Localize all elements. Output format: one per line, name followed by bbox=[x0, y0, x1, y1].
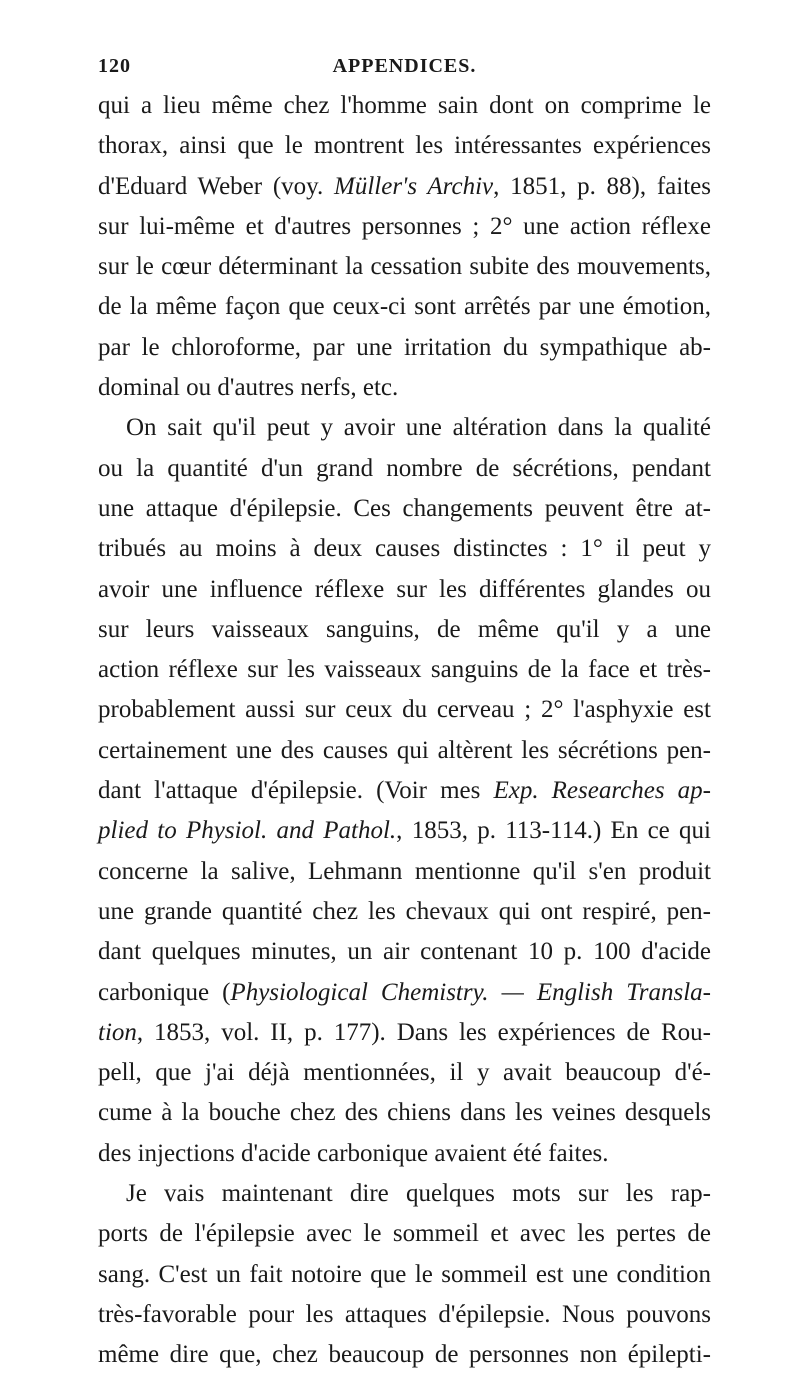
text-line: de la même façon que ceux-ci sont arrêtés par une émotion, bbox=[98, 293, 711, 321]
text-line: même dire que, chez beaucoup de personnes non épilepti- bbox=[98, 1341, 711, 1369]
text-line: tion, 1853, vol. II, p. 177). Dans les expériences de Rou- bbox=[98, 1018, 711, 1046]
text-line: par le chloroforme, par une irritation du sympathique ab- bbox=[98, 333, 711, 361]
text-line: thorax, ainsi que le montrent les intéressantes expériences bbox=[98, 132, 711, 160]
text-line: qui a lieu même chez l'homme sain dont on comprime le bbox=[98, 92, 711, 119]
text-line: ou la quantité d'un grand nombre de sécrétions, pendant bbox=[98, 454, 711, 482]
text-line: cume à la bouche chez des chiens dans les veines desquels bbox=[98, 1099, 711, 1127]
text-line: une grande quantité chez les chevaux qui ont respiré, pen- bbox=[98, 897, 711, 925]
text-line: concerne la salive, Lehmann mentionne qu'il s'en produit bbox=[98, 857, 711, 885]
text-line: sur leurs vaisseaux sanguins, de même qu'il y a une bbox=[98, 615, 711, 643]
text-line: une attaque d'épilepsie. Ces changements peuvent être at- bbox=[98, 494, 711, 522]
text-line: action réflexe sur les vaisseaux sanguins de la face et très- bbox=[98, 656, 711, 684]
text-line: des injections d'acide carbonique avaient été faites. bbox=[98, 1139, 609, 1167]
text-line: sur lui-même et d'autres personnes ; 2° une action réflexe bbox=[98, 212, 711, 240]
text-line: carbonique (Physiological Chemistry. — English Transla- bbox=[98, 978, 712, 1006]
page-number: 120 bbox=[98, 55, 131, 77]
text-line: tribués au moins à deux causes distinctes : 1° il peut y bbox=[98, 535, 711, 563]
text-line: avoir une influence réflexe sur les différentes glandes ou bbox=[98, 575, 711, 603]
text-line: pell, que j'ai déjà mentionnées, il y avait beaucoup d'é- bbox=[98, 1059, 711, 1087]
text-line: d'Eduard Weber (voy. Müller's Archiv, 1851, p. 88), faites bbox=[98, 172, 711, 200]
text-line: dominal ou d'autres nerfs, etc. bbox=[98, 374, 399, 402]
text-line: dant l'attaque d'épilepsie. (Voir mes Exp. Researches ap- bbox=[98, 777, 711, 805]
text-line: sur le cœur déterminant la cessation subite des mouvements, bbox=[98, 253, 711, 281]
text-line: probablement aussi sur ceux du cerveau ; 2° l'asphyxie est bbox=[98, 696, 711, 724]
text-line: sang. C'est un fait notoire que le sommeil est une condition bbox=[98, 1260, 711, 1288]
text-line: plied to Physiol. and Pathol., 1853, p. 113-114.) En ce qui bbox=[98, 817, 711, 845]
paragraph-start-line: On sait qu'il peut y avoir une altération dans la qualité bbox=[126, 414, 711, 442]
text-line: dant quelques minutes, un air contenant 10 p. 100 d'acide bbox=[98, 938, 711, 966]
text-line: ports de l'épilepsie avec le sommeil et avec les pertes de bbox=[98, 1220, 711, 1248]
text-line: certainement une des causes qui altèrent les sécrétions pen- bbox=[98, 736, 711, 764]
page-header bbox=[98, 55, 711, 81]
body-text bbox=[98, 86, 711, 1376]
running-head: APPENDICES. bbox=[332, 55, 477, 77]
text-line: très-favorable pour les attaques d'épilepsie. Nous pouvons bbox=[98, 1300, 711, 1328]
paragraph-start-line: Je vais maintenant dire quelques mots sur les rap- bbox=[126, 1180, 711, 1208]
